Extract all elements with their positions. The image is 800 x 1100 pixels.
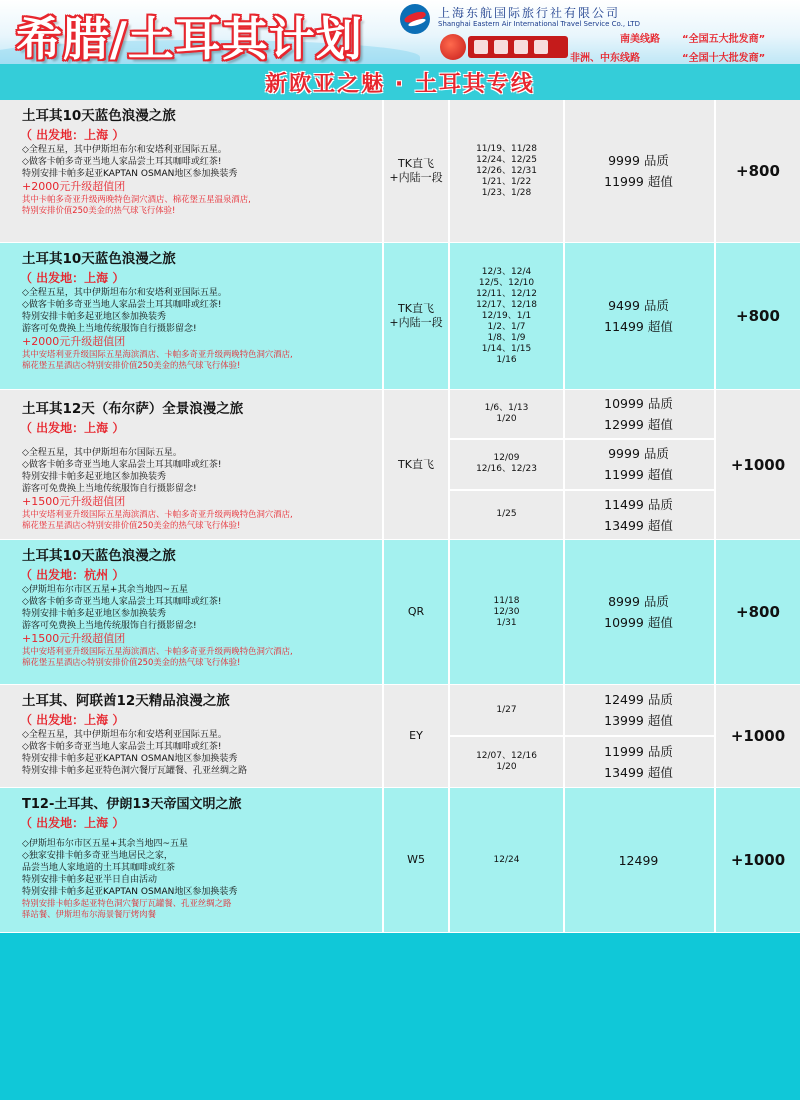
- surcharge: +800: [736, 307, 780, 325]
- departure-bands: [450, 390, 714, 539]
- upgrade-note: 特别安排卡帕多起亚特色洞穴餐厅瓦罐餐、孔亚丝绸之路: [22, 898, 232, 908]
- price-value: 11999 超值: [604, 467, 673, 483]
- tour-row: [0, 685, 800, 788]
- page-subtitle: 新欧亚之魅 · 土耳其专线: [265, 71, 535, 97]
- carrier-line: +内陆一段: [389, 316, 443, 329]
- carrier-cell: [384, 788, 448, 932]
- airline-logo-icon: [400, 4, 430, 34]
- date-line: 1/25: [496, 509, 517, 520]
- header-banner: [0, 0, 800, 64]
- date-line: 12/24: [493, 854, 520, 865]
- carrier-cell: [384, 100, 448, 242]
- date-line: 12/26、12/31: [476, 165, 537, 176]
- departure-dates: [450, 685, 563, 735]
- date-line: 12/30: [493, 606, 520, 617]
- price-standard: 9499 品质: [608, 298, 669, 313]
- price-cell: [563, 390, 714, 438]
- departure-band: [450, 243, 714, 389]
- departure-band: [450, 440, 714, 490]
- date-line: 12/16、12/23: [476, 464, 537, 475]
- price-standard: 12499: [618, 852, 659, 868]
- date-line: 12/24、12/25: [476, 154, 537, 165]
- upgrade-note: 其中安塔利亚升级国际五星海滨酒店、卡帕多奇亚升级两晚特色洞穴酒店,: [22, 349, 293, 359]
- price-cell: [563, 491, 714, 539]
- date-line: 1/27: [496, 704, 517, 715]
- upgrade-note: 其中安塔利亚升级国际五星海滨酒店、卡帕多奇亚升级两晚特色洞穴酒店,: [22, 646, 293, 656]
- price-cell: [563, 440, 714, 488]
- departure-dates: [450, 390, 563, 438]
- price-cell: [563, 540, 714, 684]
- page-title: 希腊/土耳其计划: [16, 12, 363, 64]
- departure-city: （ 出发地：上海 ）: [20, 421, 125, 435]
- price-value: 13499 超值: [604, 517, 673, 533]
- price-standard: 11499 品质: [604, 496, 673, 512]
- departure-bands: [450, 100, 714, 242]
- tour-row: [0, 390, 800, 540]
- tour-description: [0, 540, 382, 672]
- tour-feature: 特别安排卡帕多起亚KAPTAN OSMAN地区参加换装秀: [22, 169, 238, 179]
- upgrade-note: 棉花堡五星酒店◇特别安排价值250美金的热气球飞行体验!: [22, 360, 241, 370]
- price-value: 11999 超值: [604, 174, 673, 189]
- departure-bands: [450, 243, 714, 389]
- tour-feature: 游客可免费换上当地传统服饰自行摄影留念!: [22, 484, 197, 494]
- departure-city: （ 出发地：上海 ）: [20, 713, 125, 727]
- surcharge: +1000: [730, 727, 786, 745]
- tour-description: [0, 390, 382, 535]
- upgrade-note: 棉花堡五星酒店◇特别安排价值250美金的热气球飞行体验!: [22, 520, 241, 530]
- tour-name: 土耳其10天蓝色浪漫之旅: [22, 108, 176, 124]
- tour-name: T12-土耳其、伊朗13天帝国文明之旅: [22, 797, 242, 812]
- tour-name: 土耳其、阿联酋12天精品浪漫之旅: [22, 693, 230, 709]
- departure-band: [450, 100, 714, 242]
- carrier-cell: [384, 243, 448, 389]
- tour-feature: ◇做客卡帕多奇亚当地人家品尝土耳其咖啡或红茶!: [22, 742, 222, 752]
- tour-row: [0, 788, 800, 933]
- departure-dates: [450, 440, 563, 488]
- upgrade-offer: +2000元升级超值团: [22, 180, 126, 193]
- tour-table: [0, 100, 800, 933]
- date-line: 12/11、12/12: [476, 288, 537, 299]
- date-line: 1/31: [496, 617, 517, 628]
- agency-name: 上海东航国际旅行社有限公司: [438, 6, 621, 20]
- date-line: 12/07、12/16: [476, 751, 537, 761]
- carrier-line: QR: [407, 605, 425, 618]
- price-cell: [563, 737, 714, 787]
- date-line: 12/5、12/10: [478, 277, 535, 288]
- tour-feature: 游客可免费换上当地传统服饰自行摄影留念!: [22, 324, 197, 334]
- departure-city: （ 出发地：上海 ）: [20, 128, 125, 142]
- tour-feature: ◇全程五星，其中伊斯坦布尔和安塔利亚国际五星。: [22, 288, 227, 298]
- tour-feature: ◇做客卡帕多奇亚当地人家品尝土耳其咖啡或红茶!: [22, 157, 222, 167]
- tour-feature: ◇全程五星，其中伊斯坦布尔国际五星。: [22, 448, 182, 458]
- tour-feature: ◇独家安排卡帕多奇亚当地居民之家，: [22, 851, 173, 861]
- price-standard: 12499 品质: [604, 692, 673, 707]
- date-line: 12/19、1/1: [481, 310, 532, 321]
- date-line: 11/19、11/28: [476, 143, 537, 154]
- departure-dates: [450, 788, 563, 932]
- departure-dates: [450, 540, 563, 684]
- date-line: 11/18: [493, 595, 520, 606]
- price-cell: [563, 243, 714, 389]
- departure-dates: [450, 491, 563, 539]
- tour-description: [0, 100, 382, 220]
- upgrade-note: 其中安塔利亚升级国际五星海滨酒店、卡帕多奇亚升级两晚特色洞穴酒店,: [22, 509, 293, 519]
- tour-feature: 特别安排卡帕多起亚KAPTAN OSMAN地区参加换装秀: [22, 754, 238, 764]
- price-cell: [563, 685, 714, 735]
- price-cell: [563, 100, 714, 242]
- price-value: 10999 超值: [604, 615, 673, 630]
- tour-feature: 特别安排卡帕多起亚特色洞穴餐厅瓦罐餐、孔亚丝绸之路: [22, 766, 248, 776]
- date-line: 1/21、1/22: [481, 176, 532, 187]
- upgrade-note: 特别安排价值250美金的热气球飞行体验!: [22, 205, 176, 215]
- price-standard: 9999 品质: [608, 153, 669, 168]
- date-line: 1/2、1/7: [487, 321, 526, 332]
- subtitle-bar: [0, 64, 800, 100]
- date-line: 12/3、12/4: [481, 266, 532, 277]
- carrier-cell: [384, 540, 448, 684]
- departure-bands: [450, 540, 714, 684]
- departure-band: [450, 491, 714, 539]
- tour-row: [0, 540, 800, 685]
- tour-feature: 品尝当地人家地道的土耳其咖啡或红茶: [22, 863, 176, 873]
- tour-name: 土耳其12天（布尔萨）全景浪漫之旅: [22, 401, 244, 417]
- date-line: 1/23、1/28: [481, 187, 532, 198]
- tour-feature: ◇做客卡帕多奇亚当地人家品尝土耳其咖啡或红茶!: [22, 460, 222, 470]
- tour-feature: 特别安排卡帕多起亚地区参加换装秀: [22, 609, 167, 619]
- date-line: 12/09: [493, 453, 520, 464]
- departure-city: （ 出发地：上海 ）: [20, 271, 125, 285]
- departure-band: [450, 540, 714, 684]
- upgrade-note: 棉花堡五星酒店◇特别安排价值250美金的热气球飞行体验!: [22, 657, 241, 667]
- tour-feature: ◇伊斯坦布尔市区五星+其余当地四~五星: [22, 839, 189, 849]
- date-line: 1/8、1/9: [487, 332, 526, 343]
- departure-band: [450, 737, 714, 787]
- upgrade-note: 驿站餐、伊斯坦布尔海景餐厅烤肉餐: [22, 909, 156, 919]
- tour-feature: ◇全程五星，其中伊斯坦布尔和安塔利亚国际五星。: [22, 730, 227, 740]
- brand-wordmark-icon: [468, 36, 568, 58]
- tour-feature: ◇伊斯坦布尔市区五星+其余当地四~五星: [22, 585, 189, 595]
- date-line: 1/20: [496, 762, 517, 772]
- departure-dates: [450, 737, 563, 787]
- departure-band: [450, 685, 714, 737]
- tour-description: [0, 685, 382, 781]
- route-label-south-america: 南美线路: [620, 34, 660, 45]
- tour-feature: 特别安排卡帕多起亚地区参加换装秀: [22, 312, 167, 322]
- tour-name: 土耳其10天蓝色浪漫之旅: [22, 548, 176, 564]
- date-line: 12/17、12/18: [476, 299, 537, 310]
- brand-logo-icon: [440, 34, 570, 60]
- tour-feature: ◇做客卡帕多奇亚当地人家品尝土耳其咖啡或红茶!: [22, 300, 222, 310]
- departure-band: [450, 390, 714, 440]
- price-value: 12999 超值: [604, 417, 673, 433]
- price-standard: 8999 品质: [608, 594, 669, 609]
- upgrade-note: 其中卡帕多奇亚升级两晚特色洞穴酒店、棉花堡五星温泉酒店,: [22, 194, 251, 204]
- tour-row: [0, 100, 800, 243]
- departure-bands: [450, 685, 714, 787]
- price-value: 11499 超值: [604, 319, 673, 334]
- tour-feature: 特别安排卡帕多起亚半日自由活动: [22, 875, 158, 885]
- departure-band: [450, 788, 714, 932]
- departure-city: （ 出发地：上海 ）: [20, 816, 125, 830]
- departure-dates: [450, 100, 563, 242]
- tour-name: 土耳其10天蓝色浪漫之旅: [22, 251, 176, 267]
- date-line: 1/6、1/13: [484, 403, 529, 414]
- carrier-line: TK直飞: [398, 457, 434, 471]
- price-value: 13999 超值: [604, 713, 673, 728]
- tour-feature: ◇全程五星，其中伊斯坦布尔和安塔利亚国际五星。: [22, 145, 227, 155]
- price-value: 13499 超值: [604, 765, 673, 780]
- tour-row: [0, 243, 800, 390]
- upgrade-offer: +1500元升级超值团: [22, 632, 126, 645]
- agency-name-en: Shanghai Eastern Air International Travel Service Co., LTD: [438, 20, 640, 28]
- surcharge: +1000: [730, 455, 786, 474]
- departure-bands: [450, 788, 714, 932]
- surcharge: +800: [736, 162, 780, 180]
- price-cell: [563, 788, 714, 932]
- award-label-top-ten: “全国十大批发商”: [682, 53, 766, 64]
- tour-description: [0, 243, 382, 375]
- carrier-line: TK直飞: [398, 302, 434, 315]
- departure-city: （ 出发地：杭州 ）: [20, 568, 125, 582]
- surcharge: +800: [736, 603, 780, 621]
- phoenix-swirl-icon: [440, 34, 466, 60]
- upgrade-offer: +2000元升级超值团: [22, 335, 126, 348]
- departure-dates: [450, 243, 563, 389]
- carrier-line: EY: [409, 729, 423, 742]
- award-label-top-five: “全国五大批发商”: [682, 34, 766, 45]
- price-standard: 10999 品质: [604, 396, 673, 412]
- tour-feature: 游客可免费换上当地传统服饰自行摄影留念!: [22, 621, 197, 631]
- tour-feature: 特别安排卡帕多起亚地区参加换装秀: [22, 472, 167, 482]
- carrier-line: TK直飞: [398, 157, 434, 170]
- date-line: 1/16: [496, 354, 517, 365]
- date-line: 1/14、1/15: [481, 343, 532, 354]
- tour-feature: 特别安排卡帕多起亚KAPTAN OSMAN地区参加换装秀: [22, 887, 238, 897]
- upgrade-offer: +1500元升级超值团: [22, 495, 126, 508]
- tour-feature: ◇做客卡帕多奇亚当地人家品尝土耳其咖啡或红茶!: [22, 597, 222, 607]
- carrier-cell: [384, 390, 448, 539]
- price-standard: 9999 品质: [608, 446, 669, 462]
- carrier-cell: [384, 685, 448, 787]
- carrier-line: W5: [407, 853, 425, 866]
- surcharge: +1000: [730, 851, 786, 869]
- route-label-africa-middle-east: 非洲、中东线路: [570, 53, 640, 64]
- tour-description: [0, 788, 382, 924]
- carrier-line: +内陆一段: [389, 171, 443, 184]
- date-line: 1/20: [496, 414, 517, 425]
- price-standard: 11999 品质: [604, 744, 673, 759]
